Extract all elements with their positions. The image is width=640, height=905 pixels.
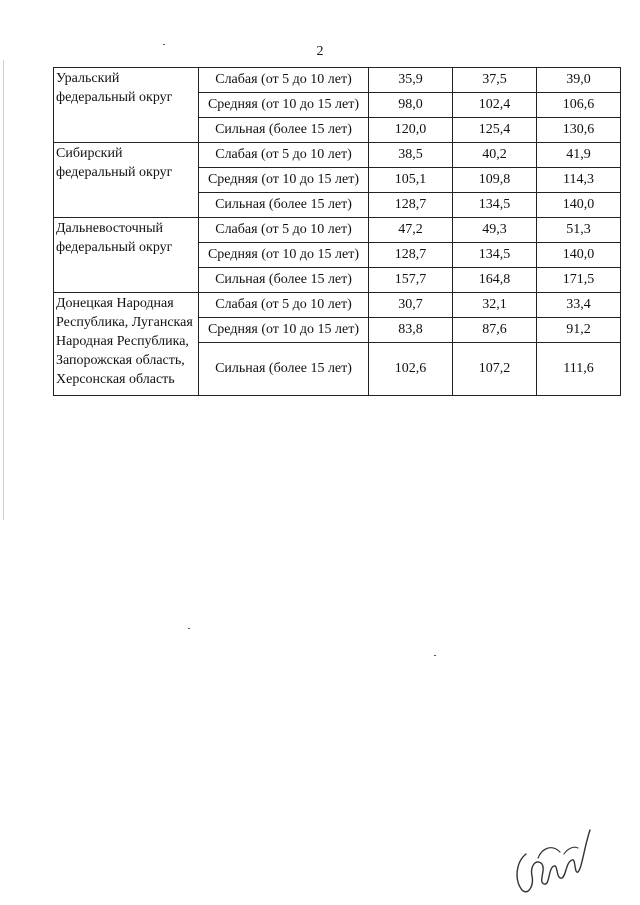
level-cell: Сильная (более 15 лет) bbox=[199, 268, 369, 293]
scan-speck bbox=[434, 655, 436, 656]
level-cell: Слабая (от 5 до 10 лет) bbox=[199, 143, 369, 168]
level-cell: Сильная (более 15 лет) bbox=[199, 193, 369, 218]
value-cell: 41,9 bbox=[537, 143, 621, 168]
value-cell: 114,3 bbox=[537, 168, 621, 193]
table-row bbox=[54, 143, 621, 168]
value-cell: 134,5 bbox=[453, 193, 537, 218]
level-cell: Средняя (от 10 до 15 лет) bbox=[199, 318, 369, 343]
region-cell: Сибирский федеральный округ bbox=[54, 143, 199, 218]
value-cell: 30,7 bbox=[369, 293, 453, 318]
value-cell: 32,1 bbox=[453, 293, 537, 318]
value-cell: 39,0 bbox=[537, 68, 621, 93]
level-cell: Средняя (от 10 до 15 лет) bbox=[199, 243, 369, 268]
level-cell: Слабая (от 5 до 10 лет) bbox=[199, 218, 369, 243]
table-row bbox=[54, 218, 621, 243]
level-cell: Слабая (от 5 до 10 лет) bbox=[199, 68, 369, 93]
value-cell: 105,1 bbox=[369, 168, 453, 193]
level-cell: Сильная (более 15 лет) bbox=[199, 343, 369, 396]
value-cell: 128,7 bbox=[369, 243, 453, 268]
table-row bbox=[54, 293, 621, 318]
level-cell: Слабая (от 5 до 10 лет) bbox=[199, 293, 369, 318]
scan-speck bbox=[188, 628, 190, 629]
value-cell: 87,6 bbox=[453, 318, 537, 343]
value-cell: 120,0 bbox=[369, 118, 453, 143]
value-cell: 109,8 bbox=[453, 168, 537, 193]
scan-speck bbox=[163, 44, 165, 45]
value-cell: 164,8 bbox=[453, 268, 537, 293]
value-cell: 125,4 bbox=[453, 118, 537, 143]
value-cell: 98,0 bbox=[369, 93, 453, 118]
value-cell: 38,5 bbox=[369, 143, 453, 168]
table-row bbox=[54, 68, 621, 93]
level-cell: Сильная (более 15 лет) bbox=[199, 118, 369, 143]
value-cell: 47,2 bbox=[369, 218, 453, 243]
value-cell: 140,0 bbox=[537, 243, 621, 268]
value-cell: 35,9 bbox=[369, 68, 453, 93]
value-cell: 130,6 bbox=[537, 118, 621, 143]
level-cell: Средняя (от 10 до 15 лет) bbox=[199, 168, 369, 193]
value-cell: 106,6 bbox=[537, 93, 621, 118]
value-cell: 157,7 bbox=[369, 268, 453, 293]
value-cell: 102,6 bbox=[369, 343, 453, 396]
value-cell: 37,5 bbox=[453, 68, 537, 93]
value-cell: 51,3 bbox=[537, 218, 621, 243]
value-cell: 111,6 bbox=[537, 343, 621, 396]
value-cell: 102,4 bbox=[453, 93, 537, 118]
signature-icon bbox=[508, 818, 598, 898]
scan-edge-line bbox=[3, 60, 4, 520]
value-cell: 107,2 bbox=[453, 343, 537, 396]
data-table bbox=[53, 67, 621, 396]
region-cell: Донецкая Народная Республика, Луганская Народная Республика, Запорожская область, Херсонская область bbox=[54, 293, 199, 396]
value-cell: 128,7 bbox=[369, 193, 453, 218]
value-cell: 83,8 bbox=[369, 318, 453, 343]
region-cell: Уральский федеральный округ bbox=[54, 68, 199, 143]
value-cell: 171,5 bbox=[537, 268, 621, 293]
value-cell: 91,2 bbox=[537, 318, 621, 343]
value-cell: 40,2 bbox=[453, 143, 537, 168]
value-cell: 134,5 bbox=[453, 243, 537, 268]
page-number: 2 bbox=[316, 44, 324, 59]
region-cell: Дальневосточный федеральный округ bbox=[54, 218, 199, 293]
value-cell: 140,0 bbox=[537, 193, 621, 218]
value-cell: 49,3 bbox=[453, 218, 537, 243]
value-cell: 33,4 bbox=[537, 293, 621, 318]
level-cell: Средняя (от 10 до 15 лет) bbox=[199, 93, 369, 118]
